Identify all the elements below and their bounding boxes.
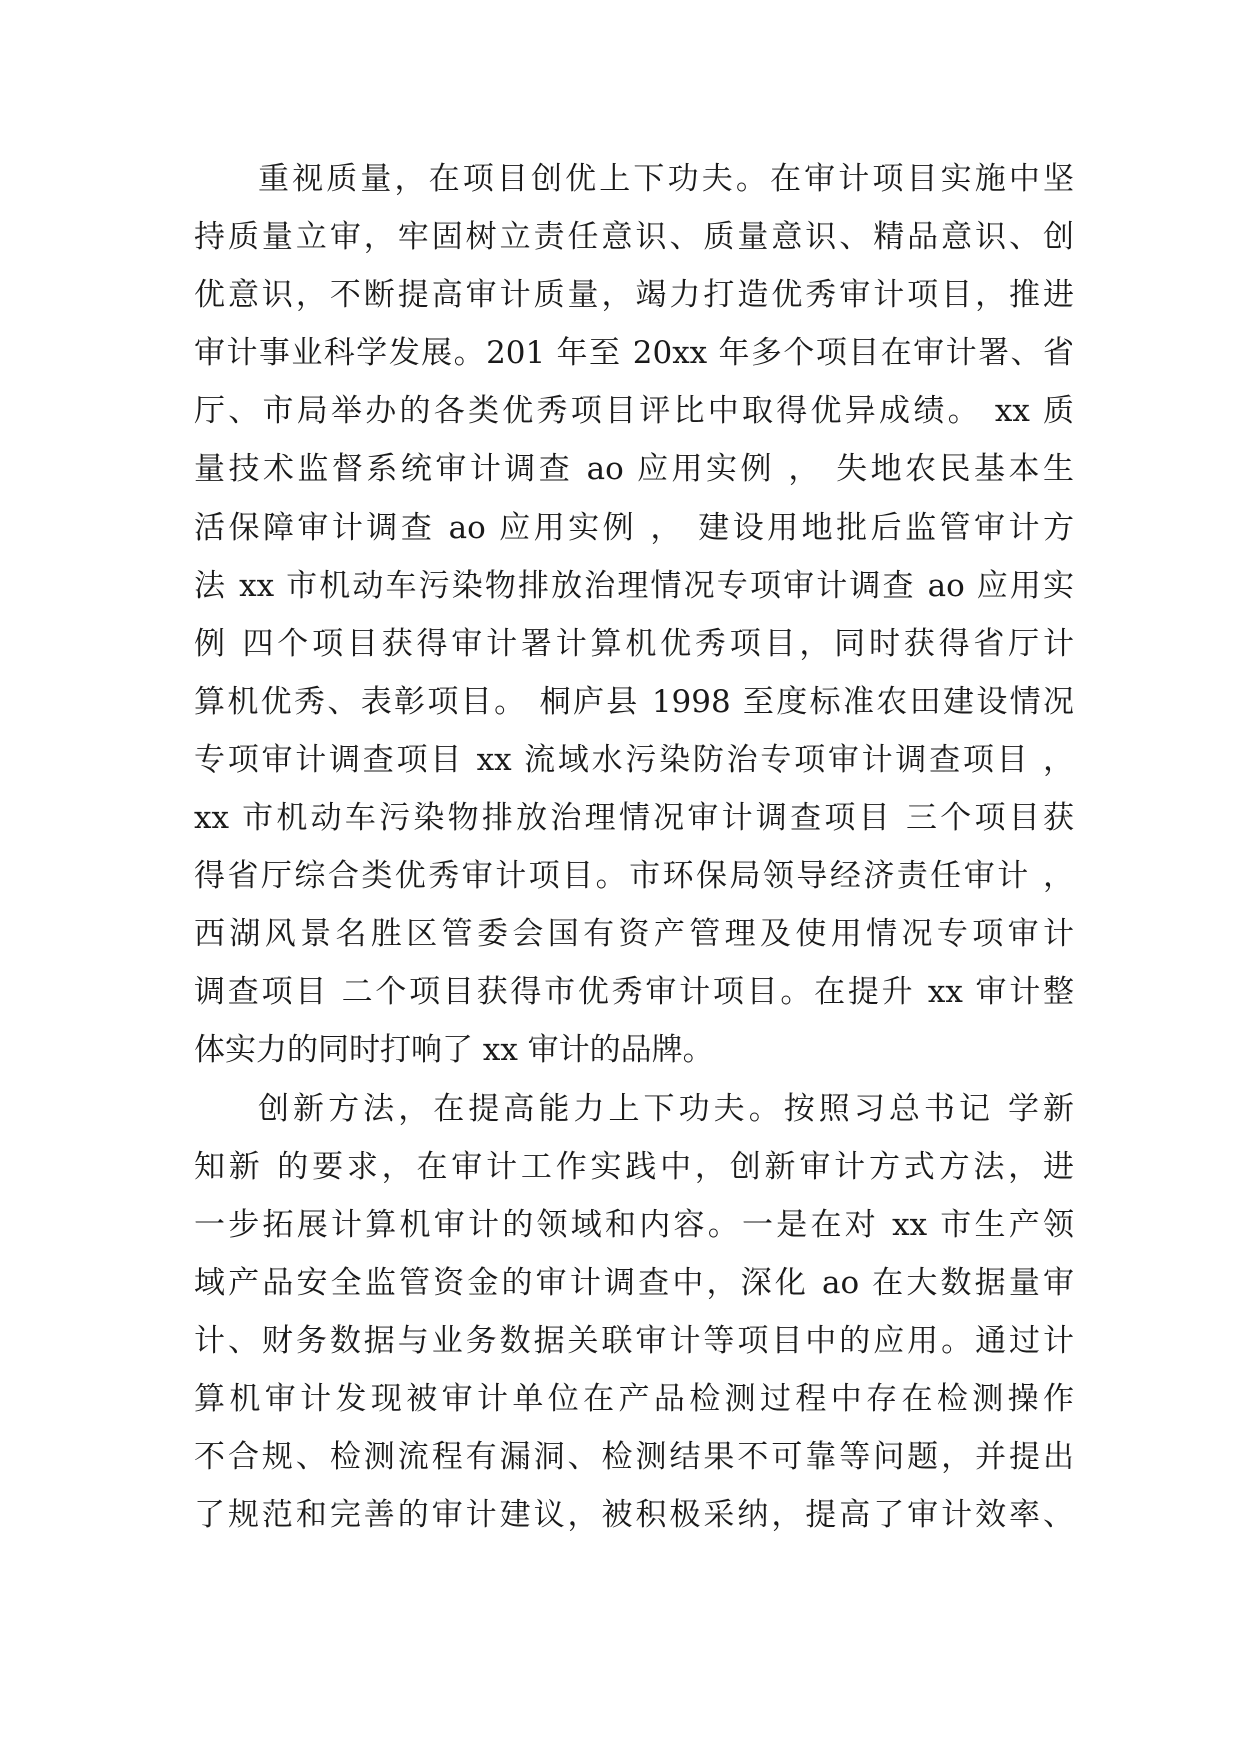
paragraph-1-line-15: 调查项目 二个项目获得市优秀审计项目。在提升 xx 审计整 [194,974,1074,1011]
paragraph-1-line-5: 厅、市局举办的各类优秀项目评比中取得优异成绩。 xx 质 [194,393,1074,430]
paragraph-1-line-11: 专项审计调查项目 xx 流域水污染防治专项审计调查项目 ， [194,741,1074,778]
paragraph-1-line-6: 量技术监督系统审计调查 ao 应用实例 ， 失地农民基本生 [194,451,1074,488]
paragraph-2-line-1: 创新方法，在提高能力上下功夫。按照习总书记 学新 [258,1090,1074,1127]
paragraph-1-line-2: 持质量立审，牢固树立责任意识、质量意识、精品意识、创 [194,219,1074,256]
paragraph-2-line-6: 算机审计发现被审计单位在产品检测过程中存在检测操作 [194,1380,1074,1417]
paragraph-2-line-2: 知新 的要求，在审计工作实践中，创新审计方式方法，进 [194,1148,1074,1185]
paragraph-1-line-10: 算机优秀、表彰项目。 桐庐县 1998 至度标准农田建设情况 [194,683,1074,720]
paragraph-1-line-13: 得省厅综合类优秀审计项目。市环保局领导经济责任审计 ， [194,858,1074,895]
paragraph-1-line-14: 西湖风景名胜区管委会国有资产管理及使用情况专项审计 [194,916,1074,953]
paragraph-1-line-16: 体实力的同时打响了 xx 审计的品牌。 [194,1032,714,1069]
paragraph-1-line-7: 活保障审计调查 ao 应用实例 ， 建设用地批后监管审计方 [194,509,1074,546]
paragraph-1-line-1: 重视质量，在项目创优上下功夫。在审计项目实施中坚 [258,161,1074,197]
paragraph-1-line-9: 例 四个项目获得审计署计算机优秀项目，同时获得省厅计 [194,625,1074,662]
paragraph-1-line-4: 审计事业科学发展。201 年至 20xx 年多个项目在审计署、省 [194,335,1074,372]
paragraph-2-line-8: 了规范和完善的审计建议，被积极采纳，提高了审计效率、 [194,1497,1074,1534]
paragraph-2-line-4: 域产品安全监管资金的审计调查中，深化 ao 在大数据量审 [194,1264,1074,1301]
paragraph-2-line-7: 不合规、检测流程有漏洞、检测结果不可靠等问题，并提出 [194,1439,1074,1476]
paragraph-1-line-12: xx 市机动车污染物排放治理情况审计调查项目 三个项目获 [194,800,1074,837]
document-body [194,161,1074,1555]
paragraph-1-line-3: 优意识，不断提高审计质量，竭力打造优秀审计项目，推进 [194,277,1074,314]
paragraph-2-line-5: 计、财务数据与业务数据关联审计等项目中的应用。通过计 [194,1322,1074,1359]
paragraph-2-line-3: 一步拓展计算机审计的领域和内容。一是在对 xx 市生产领 [194,1206,1074,1243]
paragraph-1-line-8: 法 xx 市机动车污染物排放治理情况专项审计调查 ao 应用实 [194,567,1074,604]
